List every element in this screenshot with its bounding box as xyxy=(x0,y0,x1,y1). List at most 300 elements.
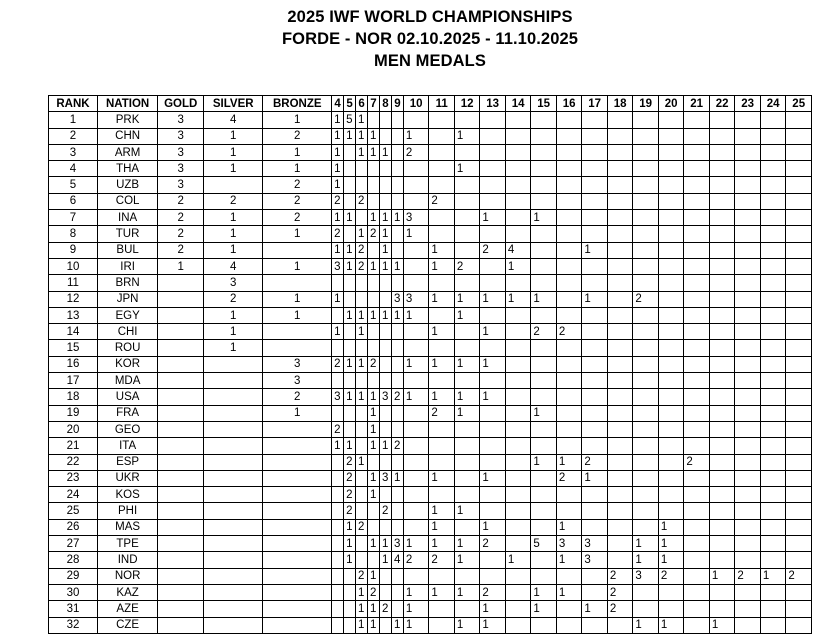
column-header-silver: SILVER xyxy=(204,96,263,112)
cell-22 xyxy=(709,161,735,177)
cell-6 xyxy=(356,161,368,177)
cell-17 xyxy=(582,112,608,128)
cell-gold xyxy=(158,454,204,470)
cell-silver: 1 xyxy=(204,161,263,177)
cell-4: 1 xyxy=(332,144,344,160)
cell-12: 1 xyxy=(454,552,480,568)
cell-rank: 9 xyxy=(49,242,98,258)
cell-18 xyxy=(607,617,633,633)
table-row xyxy=(49,519,812,535)
cell-16 xyxy=(556,389,582,405)
cell-gold: 1 xyxy=(158,258,204,274)
cell-25 xyxy=(786,454,812,470)
cell-16 xyxy=(556,226,582,242)
cell-nation: CZE xyxy=(97,617,157,633)
cell-17 xyxy=(582,617,608,633)
cell-7 xyxy=(368,340,380,356)
cell-21 xyxy=(684,552,710,568)
column-header-21: 21 xyxy=(684,96,710,112)
cell-nation: INA xyxy=(97,210,157,226)
cell-rank: 3 xyxy=(49,144,98,160)
column-header-17: 17 xyxy=(582,96,608,112)
cell-20 xyxy=(658,258,684,274)
cell-25 xyxy=(786,536,812,552)
cell-7 xyxy=(368,324,380,340)
column-header-gold: GOLD xyxy=(158,96,204,112)
cell-16 xyxy=(556,405,582,421)
cell-8 xyxy=(379,356,391,372)
cell-18 xyxy=(607,340,633,356)
cell-25 xyxy=(786,275,812,291)
table-row xyxy=(49,470,812,486)
cell-rank: 17 xyxy=(49,373,98,389)
cell-18 xyxy=(607,324,633,340)
cell-24 xyxy=(760,144,786,160)
cell-15: 5 xyxy=(531,536,557,552)
cell-24 xyxy=(760,405,786,421)
cell-18 xyxy=(607,291,633,307)
cell-bronze: 3 xyxy=(263,373,332,389)
cell-bronze: 1 xyxy=(263,307,332,323)
cell-25 xyxy=(786,438,812,454)
cell-bronze xyxy=(263,536,332,552)
cell-6: 1 xyxy=(356,112,368,128)
cell-18 xyxy=(607,389,633,405)
cell-21 xyxy=(684,405,710,421)
cell-17 xyxy=(582,519,608,535)
cell-rank: 6 xyxy=(49,193,98,209)
cell-rank: 8 xyxy=(49,226,98,242)
cell-20 xyxy=(658,112,684,128)
cell-18: 2 xyxy=(607,568,633,584)
cell-6 xyxy=(356,421,368,437)
cell-5: 1 xyxy=(344,536,356,552)
cell-15 xyxy=(531,356,557,372)
cell-5: 2 xyxy=(344,487,356,503)
cell-22 xyxy=(709,307,735,323)
cell-6 xyxy=(356,373,368,389)
cell-silver: 1 xyxy=(204,242,263,258)
cell-22 xyxy=(709,291,735,307)
cell-bronze xyxy=(263,324,332,340)
cell-rank: 1 xyxy=(49,112,98,128)
cell-17 xyxy=(582,373,608,389)
cell-15: 1 xyxy=(531,210,557,226)
cell-21 xyxy=(684,373,710,389)
cell-14 xyxy=(505,454,531,470)
cell-14 xyxy=(505,356,531,372)
cell-17 xyxy=(582,356,608,372)
cell-4 xyxy=(332,470,344,486)
cell-9 xyxy=(391,601,403,617)
cell-16 xyxy=(556,503,582,519)
cell-4 xyxy=(332,340,344,356)
cell-19 xyxy=(633,324,659,340)
cell-11 xyxy=(429,161,455,177)
cell-14: 1 xyxy=(505,552,531,568)
cell-17: 2 xyxy=(582,454,608,470)
cell-21: 2 xyxy=(684,454,710,470)
column-header-25: 25 xyxy=(786,96,812,112)
cell-7 xyxy=(368,373,380,389)
cell-21 xyxy=(684,536,710,552)
cell-19 xyxy=(633,519,659,535)
cell-24 xyxy=(760,601,786,617)
table-row xyxy=(49,340,812,356)
cell-17 xyxy=(582,258,608,274)
cell-silver: 1 xyxy=(204,307,263,323)
venue-dates: FORDE - NOR 02.10.2025 - 11.10.2025 xyxy=(281,30,579,48)
table-row xyxy=(49,356,812,372)
table-row xyxy=(49,373,812,389)
cell-22 xyxy=(709,144,735,160)
cell-16 xyxy=(556,210,582,226)
cell-12 xyxy=(454,275,480,291)
cell-7: 1 xyxy=(368,617,380,633)
cell-25 xyxy=(786,373,812,389)
cell-nation: GEO xyxy=(97,421,157,437)
cell-5: 1 xyxy=(344,307,356,323)
cell-bronze xyxy=(263,568,332,584)
cell-19 xyxy=(633,584,659,600)
cell-21 xyxy=(684,487,710,503)
cell-9 xyxy=(391,340,403,356)
column-header-24: 24 xyxy=(760,96,786,112)
cell-8 xyxy=(379,128,391,144)
cell-22 xyxy=(709,373,735,389)
column-header-16: 16 xyxy=(556,96,582,112)
column-header-13: 13 xyxy=(480,96,506,112)
cell-12: 1 xyxy=(454,307,480,323)
cell-13 xyxy=(480,226,506,242)
cell-16 xyxy=(556,340,582,356)
cell-12: 1 xyxy=(454,161,480,177)
column-header-19: 19 xyxy=(633,96,659,112)
cell-9 xyxy=(391,112,403,128)
cell-12: 1 xyxy=(454,617,480,633)
cell-12: 1 xyxy=(454,356,480,372)
cell-14 xyxy=(505,210,531,226)
cell-8 xyxy=(379,161,391,177)
cell-7: 1 xyxy=(368,536,380,552)
cell-gold xyxy=(158,307,204,323)
cell-gold xyxy=(158,552,204,568)
cell-22 xyxy=(709,519,735,535)
cell-12: 1 xyxy=(454,128,480,144)
cell-16 xyxy=(556,161,582,177)
cell-bronze: 1 xyxy=(263,161,332,177)
cell-8 xyxy=(379,487,391,503)
cell-15 xyxy=(531,373,557,389)
cell-23 xyxy=(735,503,761,519)
cell-23 xyxy=(735,421,761,437)
cell-4: 1 xyxy=(332,112,344,128)
cell-5: 2 xyxy=(344,454,356,470)
cell-5 xyxy=(344,275,356,291)
cell-rank: 4 xyxy=(49,161,98,177)
cell-17 xyxy=(582,144,608,160)
cell-5: 1 xyxy=(344,519,356,535)
cell-8 xyxy=(379,324,391,340)
cell-8 xyxy=(379,177,391,193)
cell-6 xyxy=(356,291,368,307)
table-row xyxy=(49,601,812,617)
cell-silver xyxy=(204,536,263,552)
cell-17 xyxy=(582,128,608,144)
cell-11: 1 xyxy=(429,536,455,552)
table-row xyxy=(49,584,812,600)
cell-11 xyxy=(429,128,455,144)
cell-rank: 30 xyxy=(49,584,98,600)
cell-gold: 3 xyxy=(158,112,204,128)
cell-9 xyxy=(391,568,403,584)
cell-23 xyxy=(735,389,761,405)
cell-7: 1 xyxy=(368,210,380,226)
cell-8: 1 xyxy=(379,144,391,160)
cell-15 xyxy=(531,617,557,633)
cell-gold: 2 xyxy=(158,242,204,258)
cell-4: 2 xyxy=(332,421,344,437)
cell-12: 1 xyxy=(454,584,480,600)
cell-23 xyxy=(735,112,761,128)
cell-15 xyxy=(531,519,557,535)
cell-15: 1 xyxy=(531,405,557,421)
cell-12 xyxy=(454,601,480,617)
cell-9 xyxy=(391,242,403,258)
cell-10 xyxy=(403,438,429,454)
cell-7: 1 xyxy=(368,389,380,405)
cell-nation: ESP xyxy=(97,454,157,470)
cell-16 xyxy=(556,112,582,128)
table-row xyxy=(49,389,812,405)
cell-9 xyxy=(391,161,403,177)
table-row xyxy=(49,226,812,242)
cell-15: 2 xyxy=(531,324,557,340)
cell-20: 1 xyxy=(658,617,684,633)
cell-6: 2 xyxy=(356,568,368,584)
column-header-10: 10 xyxy=(403,96,429,112)
cell-silver xyxy=(204,503,263,519)
cell-25 xyxy=(786,242,812,258)
cell-15 xyxy=(531,503,557,519)
cell-4 xyxy=(332,601,344,617)
cell-11 xyxy=(429,210,455,226)
cell-10 xyxy=(403,324,429,340)
cell-silver: 1 xyxy=(204,340,263,356)
cell-silver: 1 xyxy=(204,226,263,242)
cell-17 xyxy=(582,389,608,405)
cell-10: 1 xyxy=(403,389,429,405)
cell-silver xyxy=(204,470,263,486)
cell-bronze: 2 xyxy=(263,193,332,209)
cell-16 xyxy=(556,568,582,584)
cell-23 xyxy=(735,258,761,274)
cell-silver: 1 xyxy=(204,210,263,226)
cell-15: 1 xyxy=(531,584,557,600)
cell-nation: PHI xyxy=(97,503,157,519)
cell-8 xyxy=(379,193,391,209)
cell-23 xyxy=(735,128,761,144)
column-header-14: 14 xyxy=(505,96,531,112)
cell-24 xyxy=(760,128,786,144)
cell-rank: 10 xyxy=(49,258,98,274)
table-row xyxy=(49,536,812,552)
cell-18 xyxy=(607,307,633,323)
cell-19 xyxy=(633,356,659,372)
cell-14 xyxy=(505,584,531,600)
cell-4 xyxy=(332,454,344,470)
cell-19 xyxy=(633,144,659,160)
cell-silver xyxy=(204,356,263,372)
cell-5: 1 xyxy=(344,258,356,274)
cell-16: 1 xyxy=(556,519,582,535)
column-header-7: 7 xyxy=(368,96,380,112)
cell-4: 1 xyxy=(332,210,344,226)
table-row xyxy=(49,128,812,144)
cell-21 xyxy=(684,242,710,258)
cell-8: 1 xyxy=(379,536,391,552)
cell-6: 1 xyxy=(356,324,368,340)
cell-4 xyxy=(332,503,344,519)
cell-7 xyxy=(368,112,380,128)
table-row xyxy=(49,307,812,323)
cell-14 xyxy=(505,161,531,177)
cell-16: 1 xyxy=(556,584,582,600)
cell-silver xyxy=(204,552,263,568)
cell-22 xyxy=(709,210,735,226)
cell-9 xyxy=(391,356,403,372)
cell-10 xyxy=(403,275,429,291)
cell-14 xyxy=(505,405,531,421)
cell-19 xyxy=(633,275,659,291)
cell-11 xyxy=(429,438,455,454)
cell-22 xyxy=(709,601,735,617)
table-row xyxy=(49,193,812,209)
cell-8 xyxy=(379,112,391,128)
cell-bronze: 1 xyxy=(263,112,332,128)
cell-25 xyxy=(786,552,812,568)
cell-15 xyxy=(531,487,557,503)
cell-5 xyxy=(344,601,356,617)
cell-9: 2 xyxy=(391,438,403,454)
cell-11: 1 xyxy=(429,324,455,340)
cell-8 xyxy=(379,568,391,584)
table-header-row xyxy=(49,96,812,112)
cell-11: 1 xyxy=(429,470,455,486)
cell-24 xyxy=(760,242,786,258)
cell-silver xyxy=(204,389,263,405)
cell-18 xyxy=(607,421,633,437)
cell-6 xyxy=(356,536,368,552)
cell-23 xyxy=(735,519,761,535)
cell-13 xyxy=(480,128,506,144)
cell-8 xyxy=(379,340,391,356)
cell-gold: 3 xyxy=(158,161,204,177)
cell-24 xyxy=(760,258,786,274)
cell-9 xyxy=(391,144,403,160)
cell-13: 1 xyxy=(480,210,506,226)
cell-gold xyxy=(158,438,204,454)
cell-10 xyxy=(403,258,429,274)
column-header-4: 4 xyxy=(332,96,344,112)
cell-14: 1 xyxy=(505,258,531,274)
cell-silver: 1 xyxy=(204,144,263,160)
table-row xyxy=(49,177,812,193)
cell-gold xyxy=(158,373,204,389)
table-row xyxy=(49,242,812,258)
cell-20: 2 xyxy=(658,568,684,584)
cell-11: 1 xyxy=(429,242,455,258)
cell-18 xyxy=(607,275,633,291)
cell-bronze: 2 xyxy=(263,210,332,226)
cell-bronze xyxy=(263,503,332,519)
cell-rank: 19 xyxy=(49,405,98,421)
cell-silver xyxy=(204,487,263,503)
cell-18 xyxy=(607,552,633,568)
cell-6 xyxy=(356,552,368,568)
cell-nation: BRN xyxy=(97,275,157,291)
cell-20: 1 xyxy=(658,519,684,535)
cell-13 xyxy=(480,177,506,193)
cell-22 xyxy=(709,324,735,340)
cell-rank: 7 xyxy=(49,210,98,226)
cell-23 xyxy=(735,193,761,209)
cell-24 xyxy=(760,324,786,340)
cell-18 xyxy=(607,177,633,193)
cell-silver: 1 xyxy=(204,324,263,340)
cell-20 xyxy=(658,275,684,291)
cell-23 xyxy=(735,275,761,291)
cell-18 xyxy=(607,487,633,503)
cell-17 xyxy=(582,340,608,356)
cell-silver: 3 xyxy=(204,275,263,291)
column-header-nation: NATION xyxy=(97,96,157,112)
cell-6 xyxy=(356,438,368,454)
cell-24 xyxy=(760,454,786,470)
cell-5 xyxy=(344,617,356,633)
cell-17: 3 xyxy=(582,552,608,568)
cell-15 xyxy=(531,275,557,291)
cell-21 xyxy=(684,503,710,519)
cell-25 xyxy=(786,340,812,356)
cell-17 xyxy=(582,438,608,454)
cell-10 xyxy=(403,470,429,486)
cell-11: 1 xyxy=(429,503,455,519)
cell-rank: 11 xyxy=(49,275,98,291)
cell-11: 2 xyxy=(429,405,455,421)
cell-15: 1 xyxy=(531,291,557,307)
cell-14 xyxy=(505,503,531,519)
cell-20 xyxy=(658,226,684,242)
cell-gold xyxy=(158,340,204,356)
cell-16: 1 xyxy=(556,552,582,568)
cell-16 xyxy=(556,421,582,437)
cell-12 xyxy=(454,568,480,584)
table-title: MEN MEDALS xyxy=(374,52,486,70)
cell-17 xyxy=(582,275,608,291)
cell-16: 2 xyxy=(556,470,582,486)
cell-23 xyxy=(735,340,761,356)
cell-8 xyxy=(379,617,391,633)
cell-19 xyxy=(633,112,659,128)
cell-20 xyxy=(658,177,684,193)
cell-rank: 2 xyxy=(49,128,98,144)
cell-5: 1 xyxy=(344,389,356,405)
cell-nation: UZB xyxy=(97,177,157,193)
cell-8 xyxy=(379,373,391,389)
cell-11 xyxy=(429,373,455,389)
cell-gold xyxy=(158,568,204,584)
